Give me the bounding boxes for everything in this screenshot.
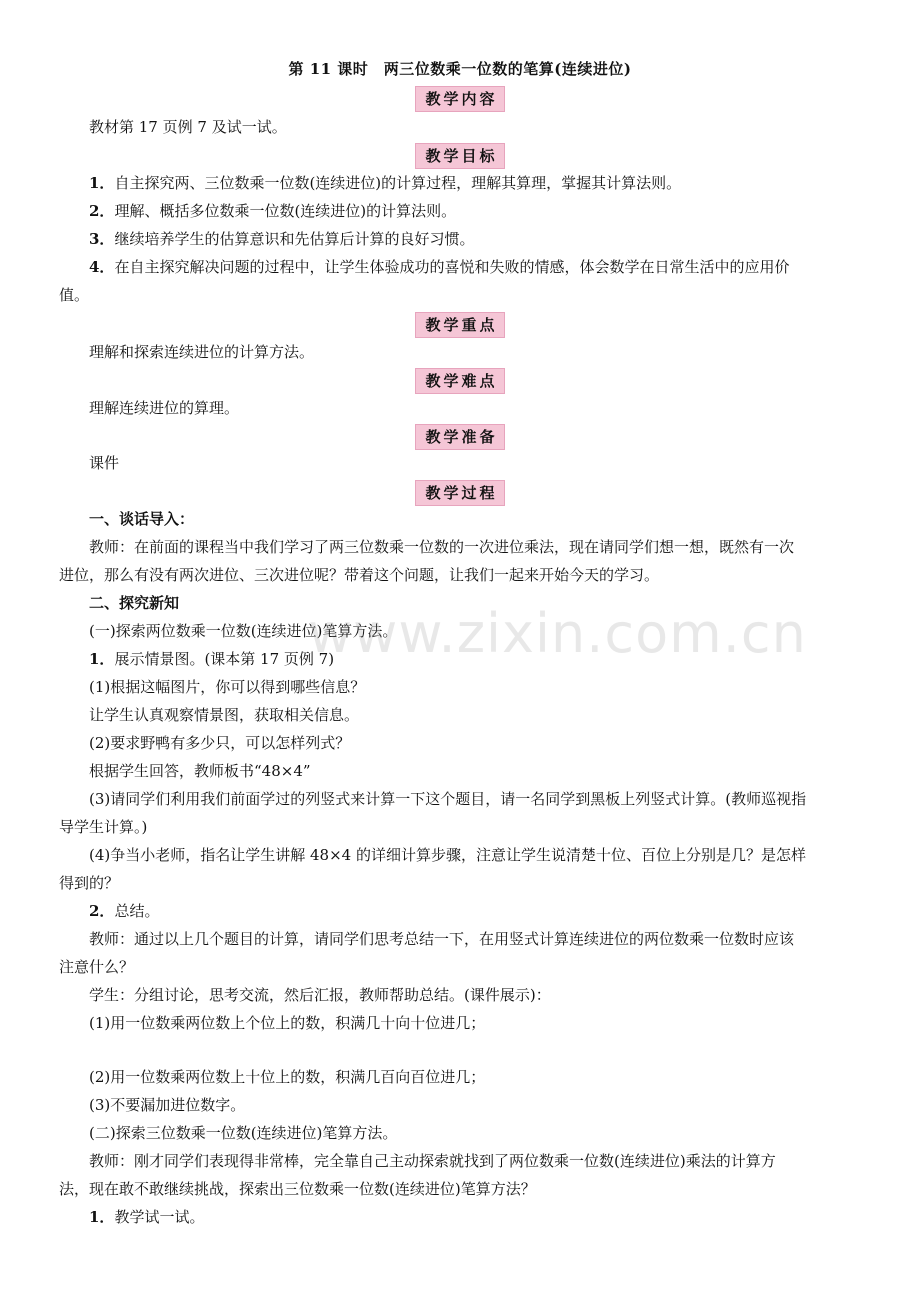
section-header-process xyxy=(0,480,920,506)
paragraph-continued: 导学生计算。) xyxy=(59,818,148,836)
content-text: 教材第 17 页例 7 及试一试。 xyxy=(89,118,287,136)
step-item: 1．教学试一试。 xyxy=(89,1208,205,1226)
paragraph: 让学生认真观察情景图，获取相关信息。 xyxy=(89,706,360,724)
paragraph: 教师：在前面的课程当中我们学习了两三位数乘一位数的一次进位乘法，现在请同学们想一想，既然有一次 xyxy=(89,538,795,556)
step-item: 1．展示情景图。(课本第 17 页例 7) xyxy=(89,650,335,668)
paragraph-continued: 进位，那么有没有两次进位、三次进位呢？带着这个问题，让我们一起来开始今天的学习。 xyxy=(59,566,660,584)
rule-item: (3)不要漏加进位数字。 xyxy=(89,1096,246,1114)
goal-item: 2．理解、概括多位数乘一位数(连续进位)的计算法则。 xyxy=(89,202,457,220)
goal-item: 3．继续培养学生的估算意识和先估算后计算的良好习惯。 xyxy=(89,230,475,248)
paragraph: 教师：刚才同学们表现得非常棒，完全靠自己主动探索就找到了两位数乘一位数(连续进位)乘法的计算方 xyxy=(89,1152,776,1170)
paragraph-continued: 注意什么？ xyxy=(59,958,135,976)
subsection-heading: (一)探索两位数乘一位数(连续进位)笔算方法。 xyxy=(89,622,398,640)
subsection-heading: (二)探索三位数乘一位数(连续进位)笔算方法。 xyxy=(89,1124,398,1142)
section-badge: 教学过程 xyxy=(415,480,504,506)
goal-item-continued: 值。 xyxy=(59,286,90,304)
step-item: 2．总结。 xyxy=(89,902,160,920)
section-header-goals xyxy=(0,143,920,169)
section-header-preparation xyxy=(0,424,920,450)
section-badge: 教学内容 xyxy=(415,86,504,112)
lesson-title: 第 11 课时 两三位数乘一位数的笔算(连续进位) xyxy=(288,60,632,78)
rule-item: (2)用一位数乘两位数上十位上的数，积满几百向百位进几； xyxy=(89,1068,486,1086)
paragraph-continued: 法，现在敢不敢继续挑战，探索出三位数乘一位数(连续进位)笔算方法？ xyxy=(59,1180,536,1198)
section-badge: 教学重点 xyxy=(415,312,504,338)
question-item: (3)请同学们利用我们前面学过的列竖式来计算一下这个题目，请一名同学到黑板上列竖式计算。(教师巡视指 xyxy=(89,790,807,808)
question-item: (4)争当小老师，指名让学生讲解 48×4 的详细计算步骤，注意让学生说清楚十位、百位上分别是几？是怎样 xyxy=(89,846,806,864)
section-header-content xyxy=(0,86,920,112)
section-header-difficulties xyxy=(0,368,920,394)
section-header-key-points xyxy=(0,312,920,338)
watermark: www.zixin.com.cn xyxy=(308,602,807,665)
key-points-text: 理解和探索连续进位的计算方法。 xyxy=(89,343,315,361)
goal-item: 1．自主探究两、三位数乘一位数(连续进位)的计算过程，理解其算理，掌握其计算法则。 xyxy=(89,174,682,192)
process-heading: 一、谈话导入： xyxy=(89,510,195,528)
difficulties-text: 理解连续进位的算理。 xyxy=(89,399,240,417)
paragraph: 教师：通过以上几个题目的计算，请同学们思考总结一下，在用竖式计算连续进位的两位数乘一位数时应该 xyxy=(89,930,795,948)
preparation-text: 课件 xyxy=(89,454,120,472)
section-badge: 教学目标 xyxy=(415,143,504,169)
question-item: (2)要求野鸭有多少只，可以怎样列式？ xyxy=(89,734,351,752)
paragraph: 学生：分组讨论，思考交流，然后汇报，教师帮助总结。(课件展示)： xyxy=(89,986,551,1004)
rule-item: (1)用一位数乘两位数上个位上的数，积满几十向十位进几； xyxy=(89,1014,486,1032)
section-badge: 教学难点 xyxy=(415,368,504,394)
paragraph-continued: 得到的？ xyxy=(59,874,120,892)
paragraph: 根据学生回答，教师板书“48×4” xyxy=(89,762,311,780)
goal-item: 4．在自主探究解决问题的过程中，让学生体验成功的喜悦和失败的情感，体会数学在日常生活中的应用价 xyxy=(89,258,790,276)
process-heading: 二、探究新知 xyxy=(89,594,180,612)
question-item: (1)根据这幅图片，你可以得到哪些信息？ xyxy=(89,678,366,696)
section-badge: 教学准备 xyxy=(415,424,504,450)
